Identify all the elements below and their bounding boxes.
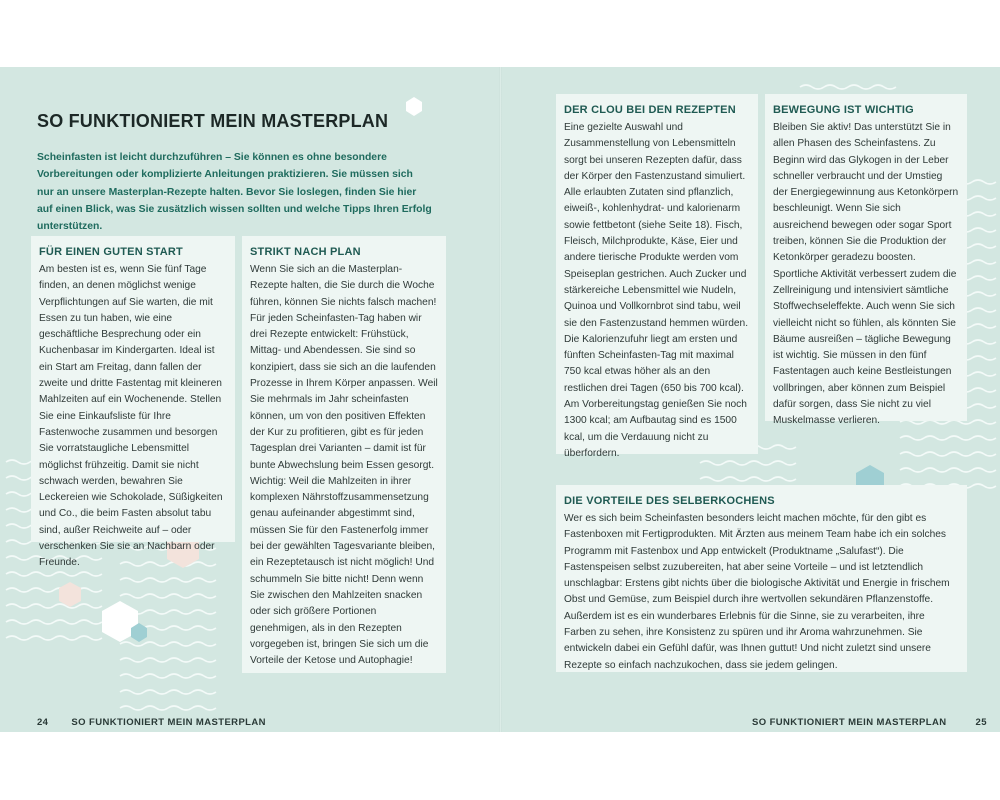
running-title-right: SO FUNKTIONIERT MEIN MASTERPLAN — [752, 717, 947, 728]
box-heading: BEWEGUNG IST WICHTIG — [773, 104, 914, 116]
box-text: Am besten ist es, wenn Sie fünf Tage finden, an denen möglichst wenige Verpflichtungen auf Sie warten, die mit Essen zu tun haben, wie eine geschäftliche Besprechung oder ein Kuchenbasar im Kindergarten. Ideal ist ein Start am Freitag, dann fallen der zweite und dritte Fastentag mit kleineren Mahlzeiten auf ein Wochenende. Stellen Sie eine Einkaufsliste für Ihre Fastenwoche zusammen und besorgen Sie vorratstaugliche Lebensmittel möglichst frühzeitig. Damit sie nicht schwach werden, bewahren Sie Leckereien wie Schokolade, Süßigkeiten und Co., die beim Fasten absolut tabu sind, außer Reichweite auf – oder verschenken Sie sie an Nachbarn oder Freunde. — [39, 264, 223, 569]
box-heading: FÜR EINEN GUTEN START — [39, 246, 183, 258]
box-text: Eine gezielte Auswahl und Zusammenstellung von Lebensmitteln sorgt bei unseren Rezepten dafür, dass der Körper den Fastenzustand simuliert. Alle erlaubten Zutaten sind pflanzlich, eiweiß-, kohlenhydrat- und kalorienarm sowie fettbetont (siehe Seite 18). Fisch, Fleisch, Milchprodukte, Käse, Eier und andere tierische Produkte werden vom Speiseplan gestrichen. Auch Zucker und stärkereiche Lebensmittel wie Nudeln, Quinoa und Vollkornbrot sind tabu, weil sie den Fastenzustand hemmen würden. Die Kalorienzufuhr liegt am ersten und fünften Scheinfasten-Tag mit maximal 750 kcal etwas höher als an den restlichen drei Tagen (650 bis 700 kcal). Am Vorbereitungstag genießen Sie noch 1300 kcal; am Aufbautag sind es 1500 kcal, um die Verdauung nicht zu überfordern. — [564, 122, 749, 459]
box-bewegung — [765, 94, 967, 427]
page-number-left: 24 — [37, 717, 49, 728]
page-number-right: 25 — [975, 717, 987, 728]
box-text: Bleiben Sie aktiv! Das unterstützt Sie in allen Phasen des Scheinfastens. Zu Beginn wird das Glykogen in der Leber schneller verbraucht und der Umstieg der Energiegewinnung aus Ketonkörpern beschleunigt. Wenn Sie sich ausreichend bewegen oder sogar Sport treiben, können Sie die Produktion der Ketonkörper geradezu boosten. Sportliche Aktivität verbessert zudem die Zellreinigung und intensiviert sämtliche Stoffwechseleffekte. Auch wenn Sie sich vielleicht nicht so fühlen, als könnten Sie Bäume ausreißen – tägliche Bewegung ist wichtig. Sie müssen in den fünf Fastentagen auch keine Bestleistungen vollbringen, aber können zum Beispiel dafür sorgen, dass Sie nicht zu viel Muskelmasse verlieren. — [773, 122, 959, 427]
box-guter-start — [31, 236, 235, 569]
box-text: Wer es sich beim Scheinfasten besonders leicht machen möchte, für den gibt es Fastenboxen mit Fertigprodukten. Mit Ärzten aus meinem Team habe ich ein solches Programm mit Fastenbox und App entwickelt (Produktname „Salufast“). Die Fastenspeisen selbst zuzubereiten, hat aber seine Vorteile – und ist letztendlich unschlagbar: Erstens gibt nichts über die biologische Aktivität und Energie in frischem Obst und Gemüse, zum Beispiel durch ihre wertvollen sekundären Pflanzenstoffe. Außerdem ist es ein wunderbares Erlebnis für die Sinne, sie zu verarbeiten, ihre Farben zu sehen, ihre Konsistenz zu spüren und ihr Aroma wahrzunehmen. Sie entwickeln dabei ein Gefühl dafür, was Ihnen guttut! Und nicht zuletzt sind unsere Rezepte so einfach nachzukochen, dass sie jedem gelingen. — [564, 513, 950, 671]
box-text: Wenn Sie sich an die Masterplan-Rezepte halten, die Sie durch die Woche führen, können Sie nichts falsch machen! Für jeden Scheinfasten-Tag haben wir drei Rezepte entwickelt: Frühstück, Mittag- und Abendessen. Sie sind so konzipiert, dass sie sich an die laufenden Prozesse in Ihrem Körper anpassen. Weil Sie mehrmals im Jahr scheinfasten können, um von den positiven Effekten der Kur zu profitieren, gibt es für jeden Tagesplan drei Varianten – damit ist für bunte Abwechslung beim Essen gesorgt. Wichtig: Weil die Mahlzeiten in ihrer komplexen Nährstoffzusammensetzung genau aufeinander abgestimmt sind, müssen Sie für den Fastenerfolg immer bei der gewählten Tagesvariante bleiben, ein Rezeptetausch ist nicht möglich! Und schummeln Sie bitte nicht! Denn wenn Sie zwischen den Mahlzeiten snacken oder sich größere Portionen genehmigen, als in den Rezepten vorgegeben ist, bringen Sie sich um die Vorteile der Ketose und Autophagie! — [250, 264, 438, 667]
box-heading: STRIKT NACH PLAN — [250, 246, 361, 258]
running-title-left: SO FUNKTIONIERT MEIN MASTERPLAN — [71, 717, 266, 728]
footer-right — [752, 717, 987, 728]
box-heading: DIE VORTEILE DES SELBERKOCHENS — [564, 495, 775, 507]
box-heading: DER CLOU BEI DEN REZEPTEN — [564, 104, 736, 116]
hexagon-white-top — [406, 97, 422, 116]
footer-left — [37, 717, 266, 728]
box-clou-rezepten — [556, 94, 758, 459]
page-title: SO FUNKTIONIERT MEIN MASTERPLAN — [37, 111, 389, 131]
hexagon-pink-small — [59, 582, 81, 607]
box-strikt-nach-plan — [242, 236, 446, 673]
box-selberkochen — [556, 485, 967, 672]
book-spread — [0, 67, 1000, 732]
book-spine — [499, 67, 502, 732]
intro-paragraph: Scheinfasten ist leicht durchzuführen – Sie können es ohne besondere Vorbereitungen oder komplizierte Anleitungen praktizieren. Sie müssen sich nur an unsere Masterplan-Rezepte halten. Bevor Sie loslegen, finden Sie hier auf einen Blick, was Sie zusätzlich wissen sollten und welche Tipps Ihren Erfolg unterstützen. — [37, 152, 432, 233]
